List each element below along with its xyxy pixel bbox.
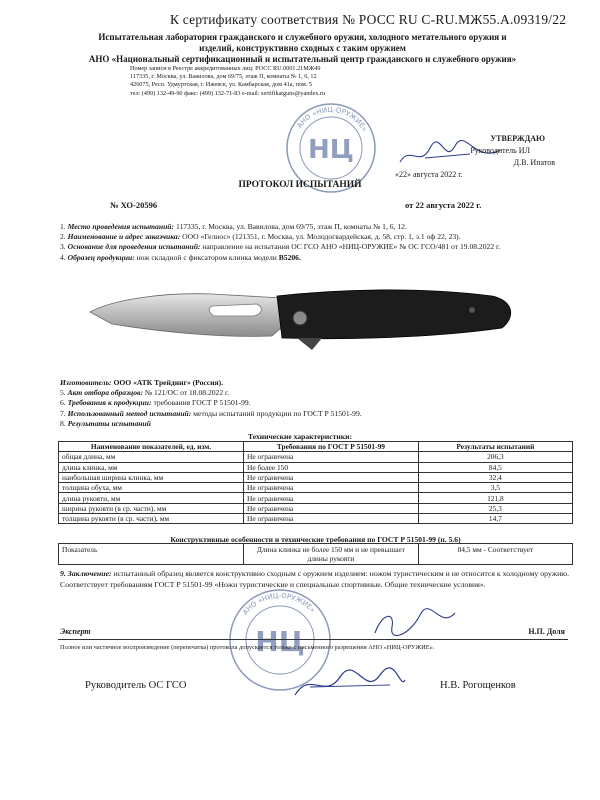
protocol-date: от 22 августа 2022 г. — [405, 200, 482, 210]
item-4-model: B5206. — [278, 252, 301, 262]
table-row — [59, 462, 573, 472]
row-requirement: Не более 150 — [244, 462, 419, 472]
row-result: 121,8 — [418, 493, 572, 503]
item-3-label: Основание для проведения испытаний: — [67, 242, 201, 252]
approval-date: «22» августа 2022 г. — [395, 170, 463, 179]
expert-label: Эксперт — [60, 627, 91, 636]
row-indicator: общая длина, мм — [59, 452, 244, 462]
table-row — [59, 483, 573, 493]
constr-table-title: Конструктивные особенности и технические требования по ГОСТ Р 51501-99 (п. 5.6) — [170, 535, 461, 544]
approval-block — [390, 133, 570, 181]
row-result: 14,7 — [418, 514, 572, 524]
maker-label: Изготовитель: — [60, 378, 112, 387]
row-indicator: длина рукояти, мм — [59, 493, 244, 503]
expert-line — [60, 627, 565, 636]
row-indicator: толщина рукояти (в ср. части), мм — [59, 514, 244, 524]
lab-line-2: изделий, конструктивно сходных с таким оружием — [199, 43, 406, 53]
row-requirement: Не ограничена — [244, 514, 419, 524]
address-line-1: 117335, г. Москва, ул. Вавилова, дом 69/75, этаж П, комнаты № 1, 6, 12 — [130, 73, 317, 81]
protocol-items-continued: Изготовитель: ООО «АТК Трейдинг» (Россия). 5. Акт отбора образцов: № 121/ОС от 18.08.2022 г. 6. Требования к продукции: требования ГОСТ Р 51501-99. 7. Использованный метод испытаний: методы испытаний продукции по ГОСТ Р 51501-99. 8. Результаты испытаний — [60, 378, 362, 428]
lab-line-1: Испытательная лаборатория гражданского и служебного оружия, холодного метательного оружия и — [98, 32, 507, 42]
expert-divider — [58, 639, 568, 640]
head-name: Н.В. Рогощенков — [440, 680, 516, 691]
constr-requirement: Длина клинка не более 150 мм и не превышает длины рукояти — [244, 544, 419, 565]
item-7-label: Использованный метод испытаний: — [67, 408, 192, 418]
table-row — [59, 472, 573, 482]
certificate-reference: К сертификату соответствия № РОСС RU C-RU.МЖ55.А.09319/22 — [170, 12, 567, 27]
svg-text:АНО «НИЦ-ОРУЖИЕ»: АНО «НИЦ-ОРУЖИЕ» — [241, 591, 317, 617]
item-6-text: требования ГОСТ Р 51501-99. — [151, 398, 251, 408]
item-4-text: нож складной с фиксатором клинка модели — [134, 252, 279, 262]
signature-head — [290, 665, 410, 705]
table-row — [59, 452, 573, 462]
row-result: 25,3 — [418, 503, 572, 513]
item-1-text: 117335, г. Москва, ул. Вавилова, дом 69/75, этаж П, комнаты № 1, 6, 12. — [174, 222, 407, 231]
item-7-text: методы испытаний продукции по ГОСТ Р 51501-99. — [191, 408, 362, 418]
constr-label: Показатель — [59, 544, 244, 565]
svg-text:НЦ: НЦ — [308, 135, 354, 165]
laboratory-header — [30, 32, 575, 65]
tech-table — [58, 441, 573, 524]
protocol-items: 1. Место проведения испытаний: 117335, г. Москва, ул. Вавилова, дом 69/75, этаж П, комнаты № 1, 6, 12. 2. Наименование и адрес заказчика: ООО «Гелиос» (121351, г. Москва, ул. Молодогвардейская, д. 58, стр. 1, э.1 оф 22, 23). 3. Основание для проведения испытаний: направление на испытания ОС ГСО АНО «НИЦ-ОРУЖИЕ» № ОС ГСО/481 от 19.08.2022 г. 4. Образец продукции: нож складной с фиксатором клинка модели B5206. — [60, 222, 501, 262]
approval-role: Руководитель ИЛ — [470, 146, 530, 155]
protocol-title: ПРОТОКОЛ ИСПЫТАНИЙ — [238, 180, 362, 190]
tech-table-header — [59, 442, 573, 452]
item-5-text: № 121/ОС от 18.08.2022 г. — [142, 388, 230, 398]
row-requirement: Не ограничена — [244, 493, 419, 503]
table-row — [59, 503, 573, 513]
knife-photo — [72, 278, 522, 358]
item-2-text: ООО «Гелиос» (121351, г. Москва, ул. Молодогвардейская, д. 58, стр. 1, э.1 оф 22, 23). — [180, 232, 461, 242]
row-requirement: Не ограничена — [244, 483, 419, 493]
row-requirement: Не ограничена — [244, 472, 419, 482]
item-8-label: Результаты испытаний — [67, 418, 151, 428]
item-5-label: Акт отбора образцов: — [67, 388, 143, 398]
svg-text:АНО «НИЦ-ОРУЖИЕ»: АНО «НИЦ-ОРУЖИЕ» — [295, 105, 369, 134]
constr-table — [58, 543, 573, 565]
row-requirement: Не ограничена — [244, 503, 419, 513]
row-indicator: длина клинка, мм — [59, 462, 244, 472]
tech-header-requirement: Требования по ГОСТ Р 51501-99 — [244, 442, 419, 452]
item-1-label: Место проведения испытаний: — [67, 222, 175, 231]
tech-header-indicator: Наименование показателей, ед. изм. — [59, 442, 244, 452]
address-block — [130, 65, 430, 98]
reproduction-note: Полное или частичное воспроизведение (перепечатка) протокола допускается только с письменного разрешения АНО «НИЦ-ОРУЖИЕ». — [60, 644, 435, 651]
item-4-label: Образец продукции: — [67, 252, 135, 262]
table-row — [59, 493, 573, 503]
protocol-number: № ХО-20596 — [110, 200, 158, 210]
approval-name: Д.В. Ипатов — [513, 158, 555, 167]
row-result: 206,3 — [418, 452, 572, 462]
center-line: АНО «Национальный сертификационный и испытательный центр гражданского и служебного оружия» — [88, 54, 517, 64]
registry-line: Номер записи в Реестре аккредитованных лиц: РОСС RU.0001.21МЖ49 — [130, 65, 321, 72]
approval-title: УТВЕРЖДАЮ — [490, 134, 545, 143]
row-result: 84,5 — [418, 462, 572, 472]
expert-name: Н.П. Доля — [528, 627, 565, 636]
table-row — [59, 514, 573, 524]
row-indicator: наибольшая ширина клинка, мм — [59, 472, 244, 482]
row-requirement: Не ограничена — [244, 452, 419, 462]
tech-table-title: Технические характеристики: — [247, 432, 353, 441]
address-line-2: 426075, Респ. Удмуртская, г. Ижевск, ул. Камбарская, дом 41а, пом. 5 — [130, 81, 312, 89]
item-2-label: Наименование и адрес заказчика: — [67, 232, 181, 242]
row-result: 32,4 — [418, 472, 572, 482]
row-result: 3,5 — [418, 483, 572, 493]
item-3-text: направление на испытания ОС ГСО АНО «НИЦ-ОРУЖИЕ» № ОС ГСО/481 от 19.08.2022 г. — [200, 242, 501, 252]
table-row — [59, 544, 573, 565]
tech-header-result: Результаты испытаний — [418, 442, 572, 452]
phone-line: тел: (499) 132-49-90 факс: (499) 132-71-83 e-mail: sertifikatguns@yandex.ru — [130, 89, 325, 97]
row-indicator: толщина обуха, мм — [59, 483, 244, 493]
constr-result: 84,5 мм - Соответствует — [418, 544, 572, 565]
head-role: Руководитель ОС ГСО — [85, 680, 187, 691]
conclusion-text: испытанный образец является конструктивно сходным с оружием изделием: ножом туристическим и не относится к холодному оружию. Соответствует требованиям ГОСТ Р 51501-99 «Ножи туристические и специальные спортивные. Общие технические условия». — [60, 569, 570, 589]
maker-text: ООО «АТК Трейдинг» (Россия). — [111, 378, 224, 387]
item-6-label: Требования к продукции: — [67, 398, 152, 408]
row-indicator: ширина рукояти (в ср. части), мм — [59, 503, 244, 513]
conclusion-label: 9. Заключение: — [60, 569, 112, 578]
svg-text:НЦ: НЦ — [255, 625, 305, 658]
